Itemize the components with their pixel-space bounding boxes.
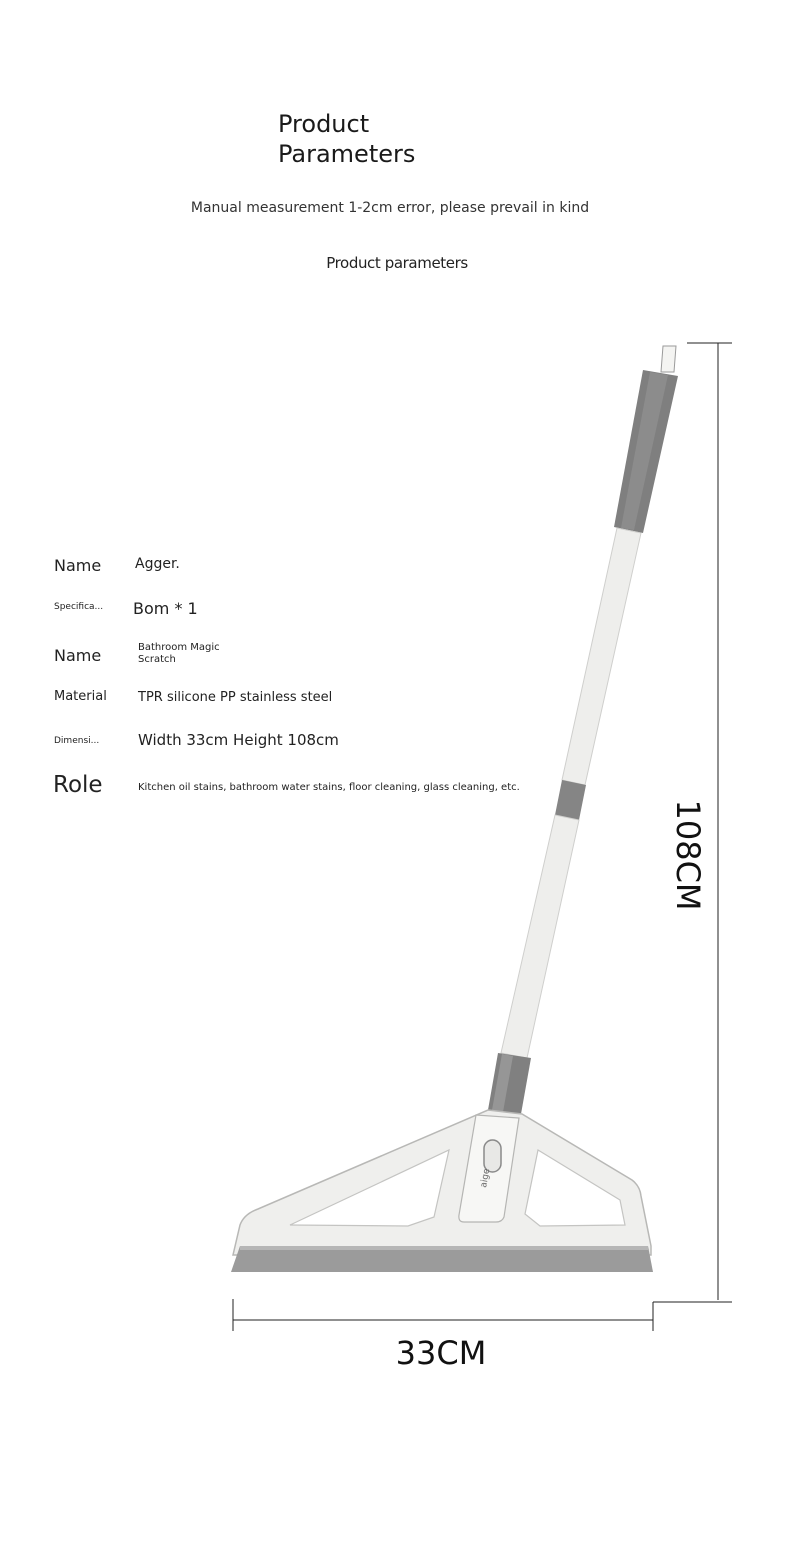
title-line-2: Parameters <box>278 140 416 168</box>
mid-joint <box>555 780 586 820</box>
brand-mark: aige <box>479 1167 493 1189</box>
param-label-specification: Specifica... <box>54 602 104 612</box>
product-name-line-2: Scratch <box>138 654 176 665</box>
handle-tip <box>661 346 676 372</box>
section-heading: Product parameters <box>326 254 468 272</box>
param-label-name: Name <box>54 556 102 575</box>
param-label-product-name: Name <box>54 646 102 665</box>
measurement-note: Manual measurement 1-2cm error, please prevail in kind <box>190 200 590 216</box>
param-label-material: Material <box>54 689 107 704</box>
width-label: 33CM <box>395 1334 487 1372</box>
param-value-name: Agger. <box>135 556 180 572</box>
lower-shaft <box>501 815 579 1058</box>
param-value-specification: Bom * 1 <box>133 599 198 618</box>
release-button-icon <box>484 1140 501 1172</box>
upper-shaft <box>562 528 641 785</box>
height-label: 108CM <box>669 799 707 911</box>
title-line-1: Product <box>278 110 370 138</box>
param-value-dimensions: Width 33cm Height 108cm <box>138 731 339 749</box>
product-name-line-1: Bathroom Magic <box>138 642 220 653</box>
param-value-material: TPR silicone PP stainless steel <box>138 690 333 705</box>
param-value-role: Kitchen oil stains, bathroom water stains, floor cleaning, glass cleaning, etc. <box>138 782 520 793</box>
param-label-dimensions: Dimensi... <box>54 736 100 746</box>
param-label-role: Role <box>53 772 103 798</box>
